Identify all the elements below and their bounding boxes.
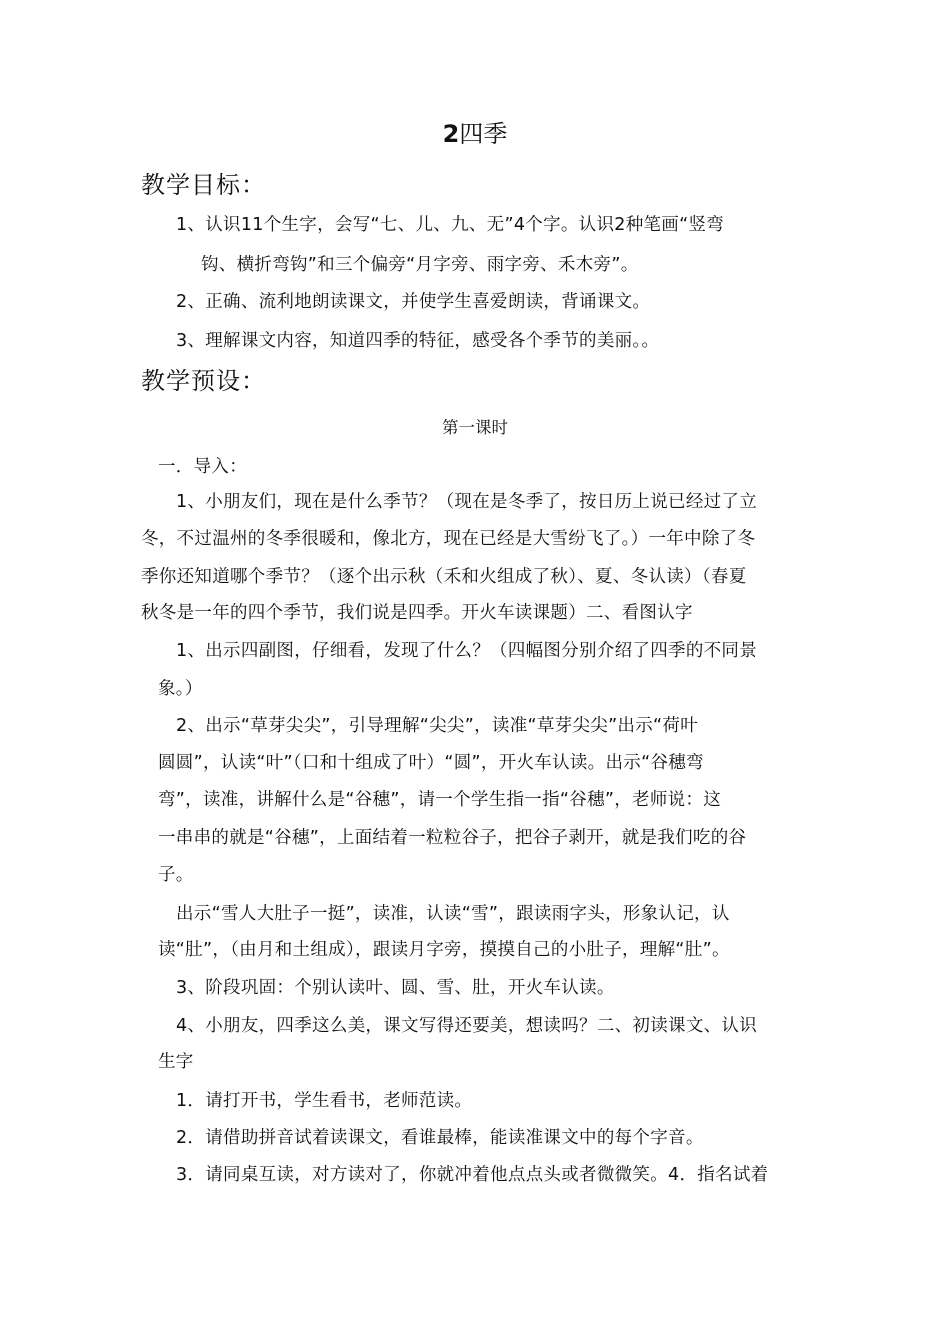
objective-line: 3、理解课文内容，知道四季的特征，感受各个季节的美丽。。 (176, 331, 660, 351)
objective-line: 2、正确、流利地朗读课文，并使学生喜爱朗读，背诵课文。 (176, 292, 651, 312)
plan-line: 一串串的就是“谷穗”，上面结着一粒粒谷子，把谷子剥开，就是我们吃的谷 (158, 828, 747, 848)
plan-line: 3、阶段巩固：个别认读叶、圆、雪、肚，开火车认读。 (176, 978, 615, 998)
title-text: 四季 (459, 120, 508, 148)
section-heading-plan: 教学预设： (141, 367, 266, 395)
plan-line: 出示“雪人大肚子一挺”，读准，认读“雪”，跟读雨字头，形象认记，认 (176, 904, 730, 924)
section-heading-objectives: 教学目标： (141, 171, 266, 199)
plan-line: 1．请打开书，学生看书，老师范读。 (176, 1091, 473, 1111)
plan-line: 圆圆”，认读“叶”（口和十组成了叶）“圆”，开火车认读。出示“谷穗弯 (158, 753, 704, 773)
plan-line: 2．请借助拼音试着读课文，看谁最棒，能读准课文中的每个字音。 (176, 1128, 704, 1148)
plan-line: 1、小朋友们，现在是什么季节？（现在是冬季了，按日历上说已经过了立 (176, 492, 758, 512)
plan-line: 弯”，读准，讲解什么是“谷穗”，请一个学生指一指“谷穗”，老师说：这 (158, 790, 722, 810)
objective-line: 钩、横折弯钩”和三个偏旁“月字旁、雨字旁、禾木旁”。 (201, 255, 639, 275)
plan-line: 读“肚”，（由月和土组成），跟读月字旁，摸摸自己的小肚子，理解“肚”。 (158, 940, 730, 960)
plan-line: 生字 (158, 1052, 194, 1072)
plan-line: 2、出示“草芽尖尖”，引导理解“尖尖”，读准“草芽尖尖”出示“荷叶 (176, 716, 698, 736)
plan-line: 3．请同桌互读，对方读对了，你就冲着他点点头或者微微笑。4．指名试着 (176, 1165, 769, 1185)
plan-line: 一．导入： (158, 457, 247, 477)
title-number: 2 (442, 120, 460, 148)
plan-line: 子。 (158, 865, 194, 885)
plan-line: 秋冬是一年的四个季节，我们说是四季。开火车读课题）二、看图认字 (141, 603, 693, 623)
page-title (0, 119, 950, 149)
plan-line: 1、出示四副图，仔细看，发现了什么？（四幅图分别介绍了四季的不同景 (176, 641, 758, 661)
plan-line: 冬，不过温州的冬季很暖和，像北方，现在已经是大雪纷飞了。）一年中除了冬 (141, 529, 756, 549)
lesson-heading: 第一课时 (442, 418, 508, 437)
plan-line: 季你还知道哪个季节？（逐个出示秋（禾和火组成了秋）、夏、冬认读）（春夏 (141, 567, 747, 587)
plan-line: 象。） (158, 679, 203, 699)
objective-line: 1、认识11个生字，会写“七、儿、九、无”4个字。认识2种笔画“竖弯 (176, 215, 725, 235)
plan-line: 4、小朋友，四季这么美，课文写得还要美，想读吗？二、初读课文、认识 (176, 1016, 758, 1036)
